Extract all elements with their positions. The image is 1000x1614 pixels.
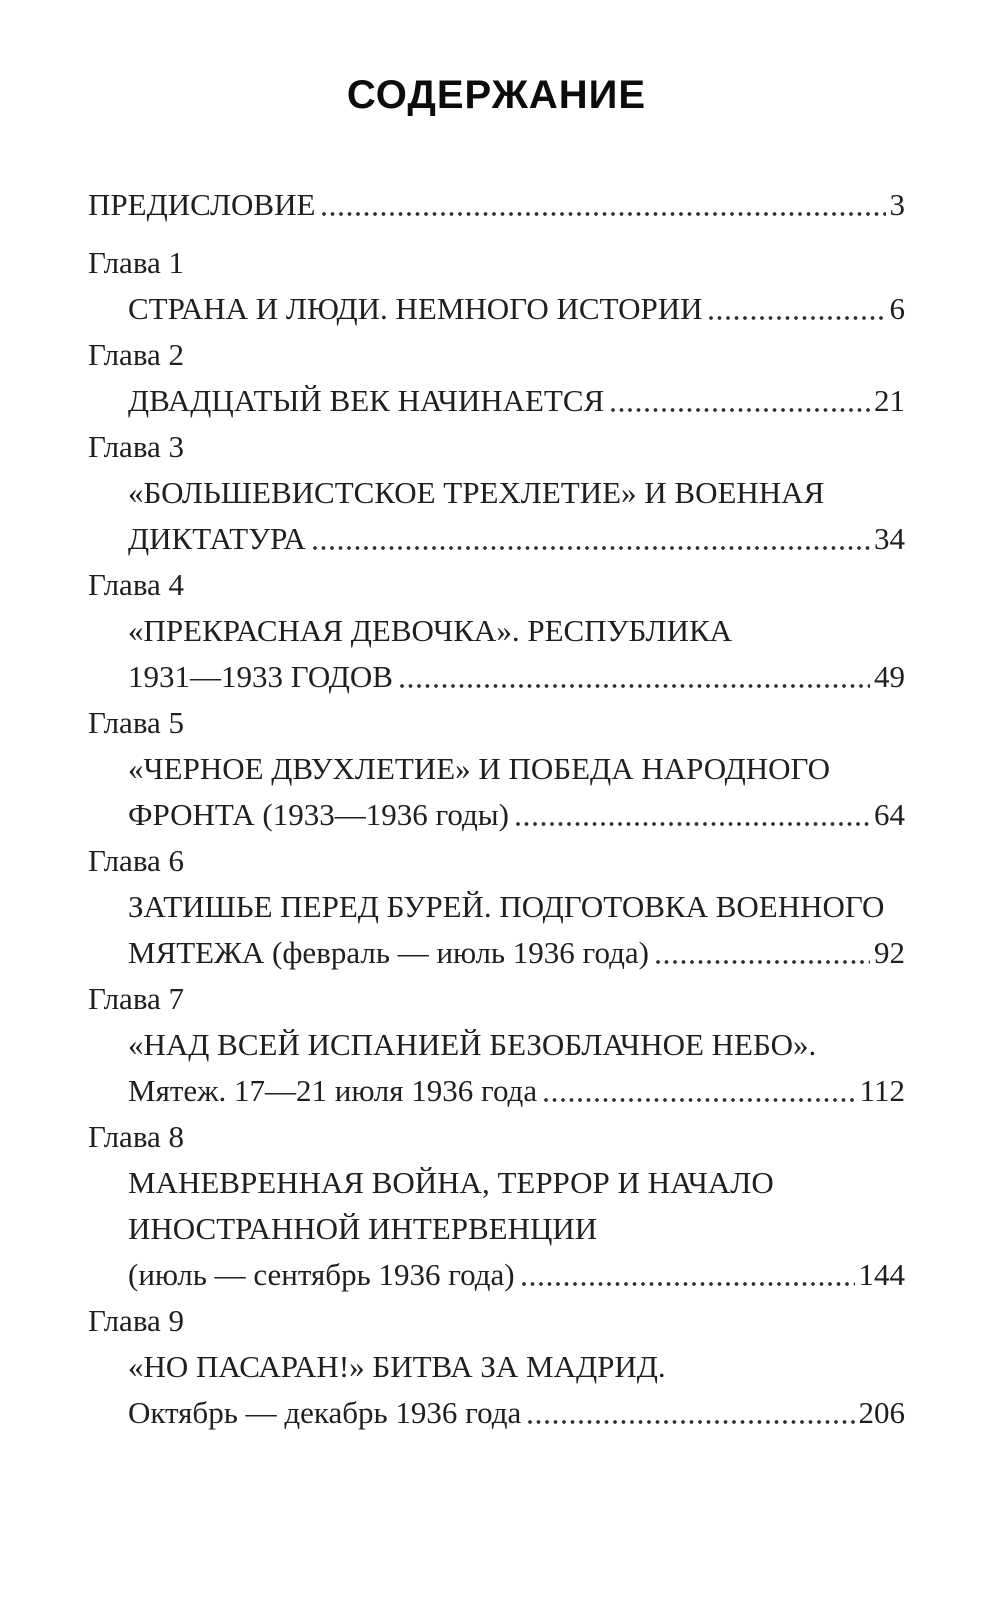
dot-leader [516,822,870,826]
page-number: 64 [874,797,905,832]
dot-leader [656,960,870,964]
chapter-title-line: ЗАТИШЬЕ ПЕРЕД БУРЕЙ. ПОДГОТОВКА ВОЕННОГО [128,889,885,924]
page-number: 6 [889,291,905,326]
dot-leader [544,1098,856,1102]
dot-leader [322,212,885,216]
chapter-title-line: МАНЕВРЕННАЯ ВОЙНА, ТЕРРОР И НАЧАЛО [128,1165,774,1200]
toc-entry [88,1110,905,1294]
chapter-title-line: «ПРЕКРАСНАЯ ДЕВОЧКА». РЕСПУБЛИКА [128,613,733,648]
chapter-title-line: ДВАДЦАТЫЙ ВЕК НАЧИНАЕТСЯ 21 [128,383,905,418]
toc-entry [88,178,905,224]
dot-leader [522,1282,855,1286]
dot-leader [313,546,870,550]
toc-entry [88,834,905,972]
chapter-label: Глава 4 [88,567,185,602]
toc-entry [88,1294,905,1432]
chapter-title-line: «НО ПАСАРАН!» БИТВА ЗА МАДРИД. [128,1349,666,1384]
page-number: 34 [874,521,905,556]
chapter-label: Глава 7 [88,981,185,1016]
chapter-title-line: «БОЛЬШЕВИСТСКОЕ ТРЕХЛЕТИЕ» И ВОЕННАЯ [128,475,825,510]
page-number: 21 [874,383,905,418]
chapter-title-line: «ЧЕРНОЕ ДВУХЛЕТИЕ» И ПОБЕДА НАРОДНОГО [128,751,831,786]
dot-leader [709,316,885,320]
page-number: 206 [858,1395,905,1430]
chapter-title-line: Октябрь — декабрь 1936 года 206 [128,1395,905,1430]
dot-leader [611,408,870,412]
page-number: 92 [874,935,905,970]
page-number: 3 [889,187,905,222]
chapter-title-line: ДИКТАТУРА 34 [128,521,905,556]
chapter-label: Глава 8 [88,1119,185,1154]
chapter-label: Глава 9 [88,1303,185,1338]
page-title: СОДЕРЖАНИЕ [346,73,647,117]
chapter-title-line: 1931—1933 ГОДОВ 49 [128,659,905,694]
toc-entry [88,558,905,696]
chapter-title-line: Мятеж. 17—21 июля 1936 года 112 [128,1073,905,1108]
chapter-title-line: МЯТЕЖА (февраль — июль 1936 года) 92 [128,935,905,970]
chapter-title-line: (июль — сентябрь 1936 года) 144 [128,1257,905,1292]
dot-leader [400,684,870,688]
chapter-label: Глава 2 [88,337,185,372]
toc-entry [88,696,905,834]
page-number: 144 [858,1257,905,1292]
toc-entry [88,236,905,328]
chapter-title-line: «НАД ВСЕЙ ИСПАНИЕЙ БЕЗОБЛАЧНОЕ НЕБО». [128,1027,817,1062]
toc-entry [88,420,905,558]
toc-entry-title: ПРЕДИСЛОВИЕ [88,187,316,222]
toc-entry [88,328,905,420]
chapter-label: Глава 6 [88,843,185,878]
chapter-title-line: ФРОНТА (1933—1936 годы) 64 [128,797,905,832]
chapter-title-line: СТРАНА И ЛЮДИ. НЕМНОГО ИСТОРИИ 6 [128,291,905,326]
table-of-contents [88,178,905,1432]
toc-entry [88,972,905,1110]
dot-leader [528,1420,854,1424]
chapter-title-line: ИНОСТРАННОЙ ИНТЕРВЕНЦИИ [128,1211,598,1246]
chapter-label: Глава 3 [88,429,185,464]
page-number: 49 [874,659,905,694]
chapter-label: Глава 5 [88,705,185,740]
page-number: 112 [859,1073,905,1108]
chapter-label: Глава 1 [88,245,185,280]
